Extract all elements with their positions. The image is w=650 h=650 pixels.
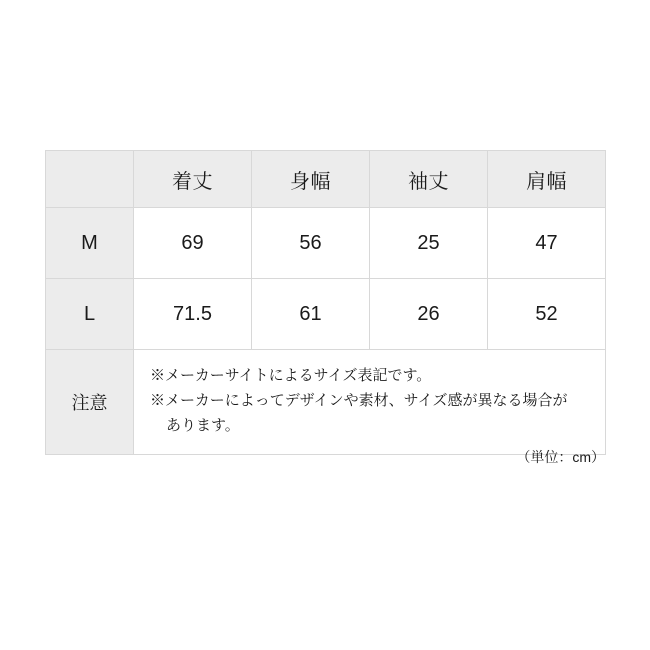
row-label-m: M (46, 208, 134, 279)
note-label: 注意 (46, 350, 134, 455)
column-header-sleeve-length: 袖丈 (370, 151, 488, 208)
cell-m-shoulder-width: 47 (488, 208, 606, 279)
table-row (46, 279, 606, 350)
cell-l-chest-width: 61 (252, 279, 370, 350)
cell-l-body-length: 71.5 (134, 279, 252, 350)
cell-l-sleeve-length: 26 (370, 279, 488, 350)
row-label-l: L (46, 279, 134, 350)
column-header-shoulder-width: 肩幅 (488, 151, 606, 208)
cell-m-body-length: 69 (134, 208, 252, 279)
note-line-3: あります。 (166, 416, 240, 434)
note-line-1: ※メーカーサイトによるサイズ表記です。 (150, 367, 432, 384)
size-table-container (45, 150, 605, 455)
table-note-row (46, 350, 606, 455)
cell-l-shoulder-width: 52 (488, 279, 606, 350)
unit-label: （単位：cm） (516, 449, 605, 465)
note-body (134, 350, 606, 455)
column-header-chest-width: 身幅 (252, 151, 370, 208)
note-line-2: ※メーカーによってデザインや素材、サイズ感が異なる場合が (150, 391, 568, 409)
table-row (46, 208, 606, 279)
table-corner-cell (46, 151, 134, 208)
cell-m-sleeve-length: 25 (370, 208, 488, 279)
column-header-body-length: 着丈 (134, 151, 252, 208)
table-header-row (46, 151, 606, 208)
cell-m-chest-width: 56 (252, 208, 370, 279)
size-table (45, 150, 606, 455)
